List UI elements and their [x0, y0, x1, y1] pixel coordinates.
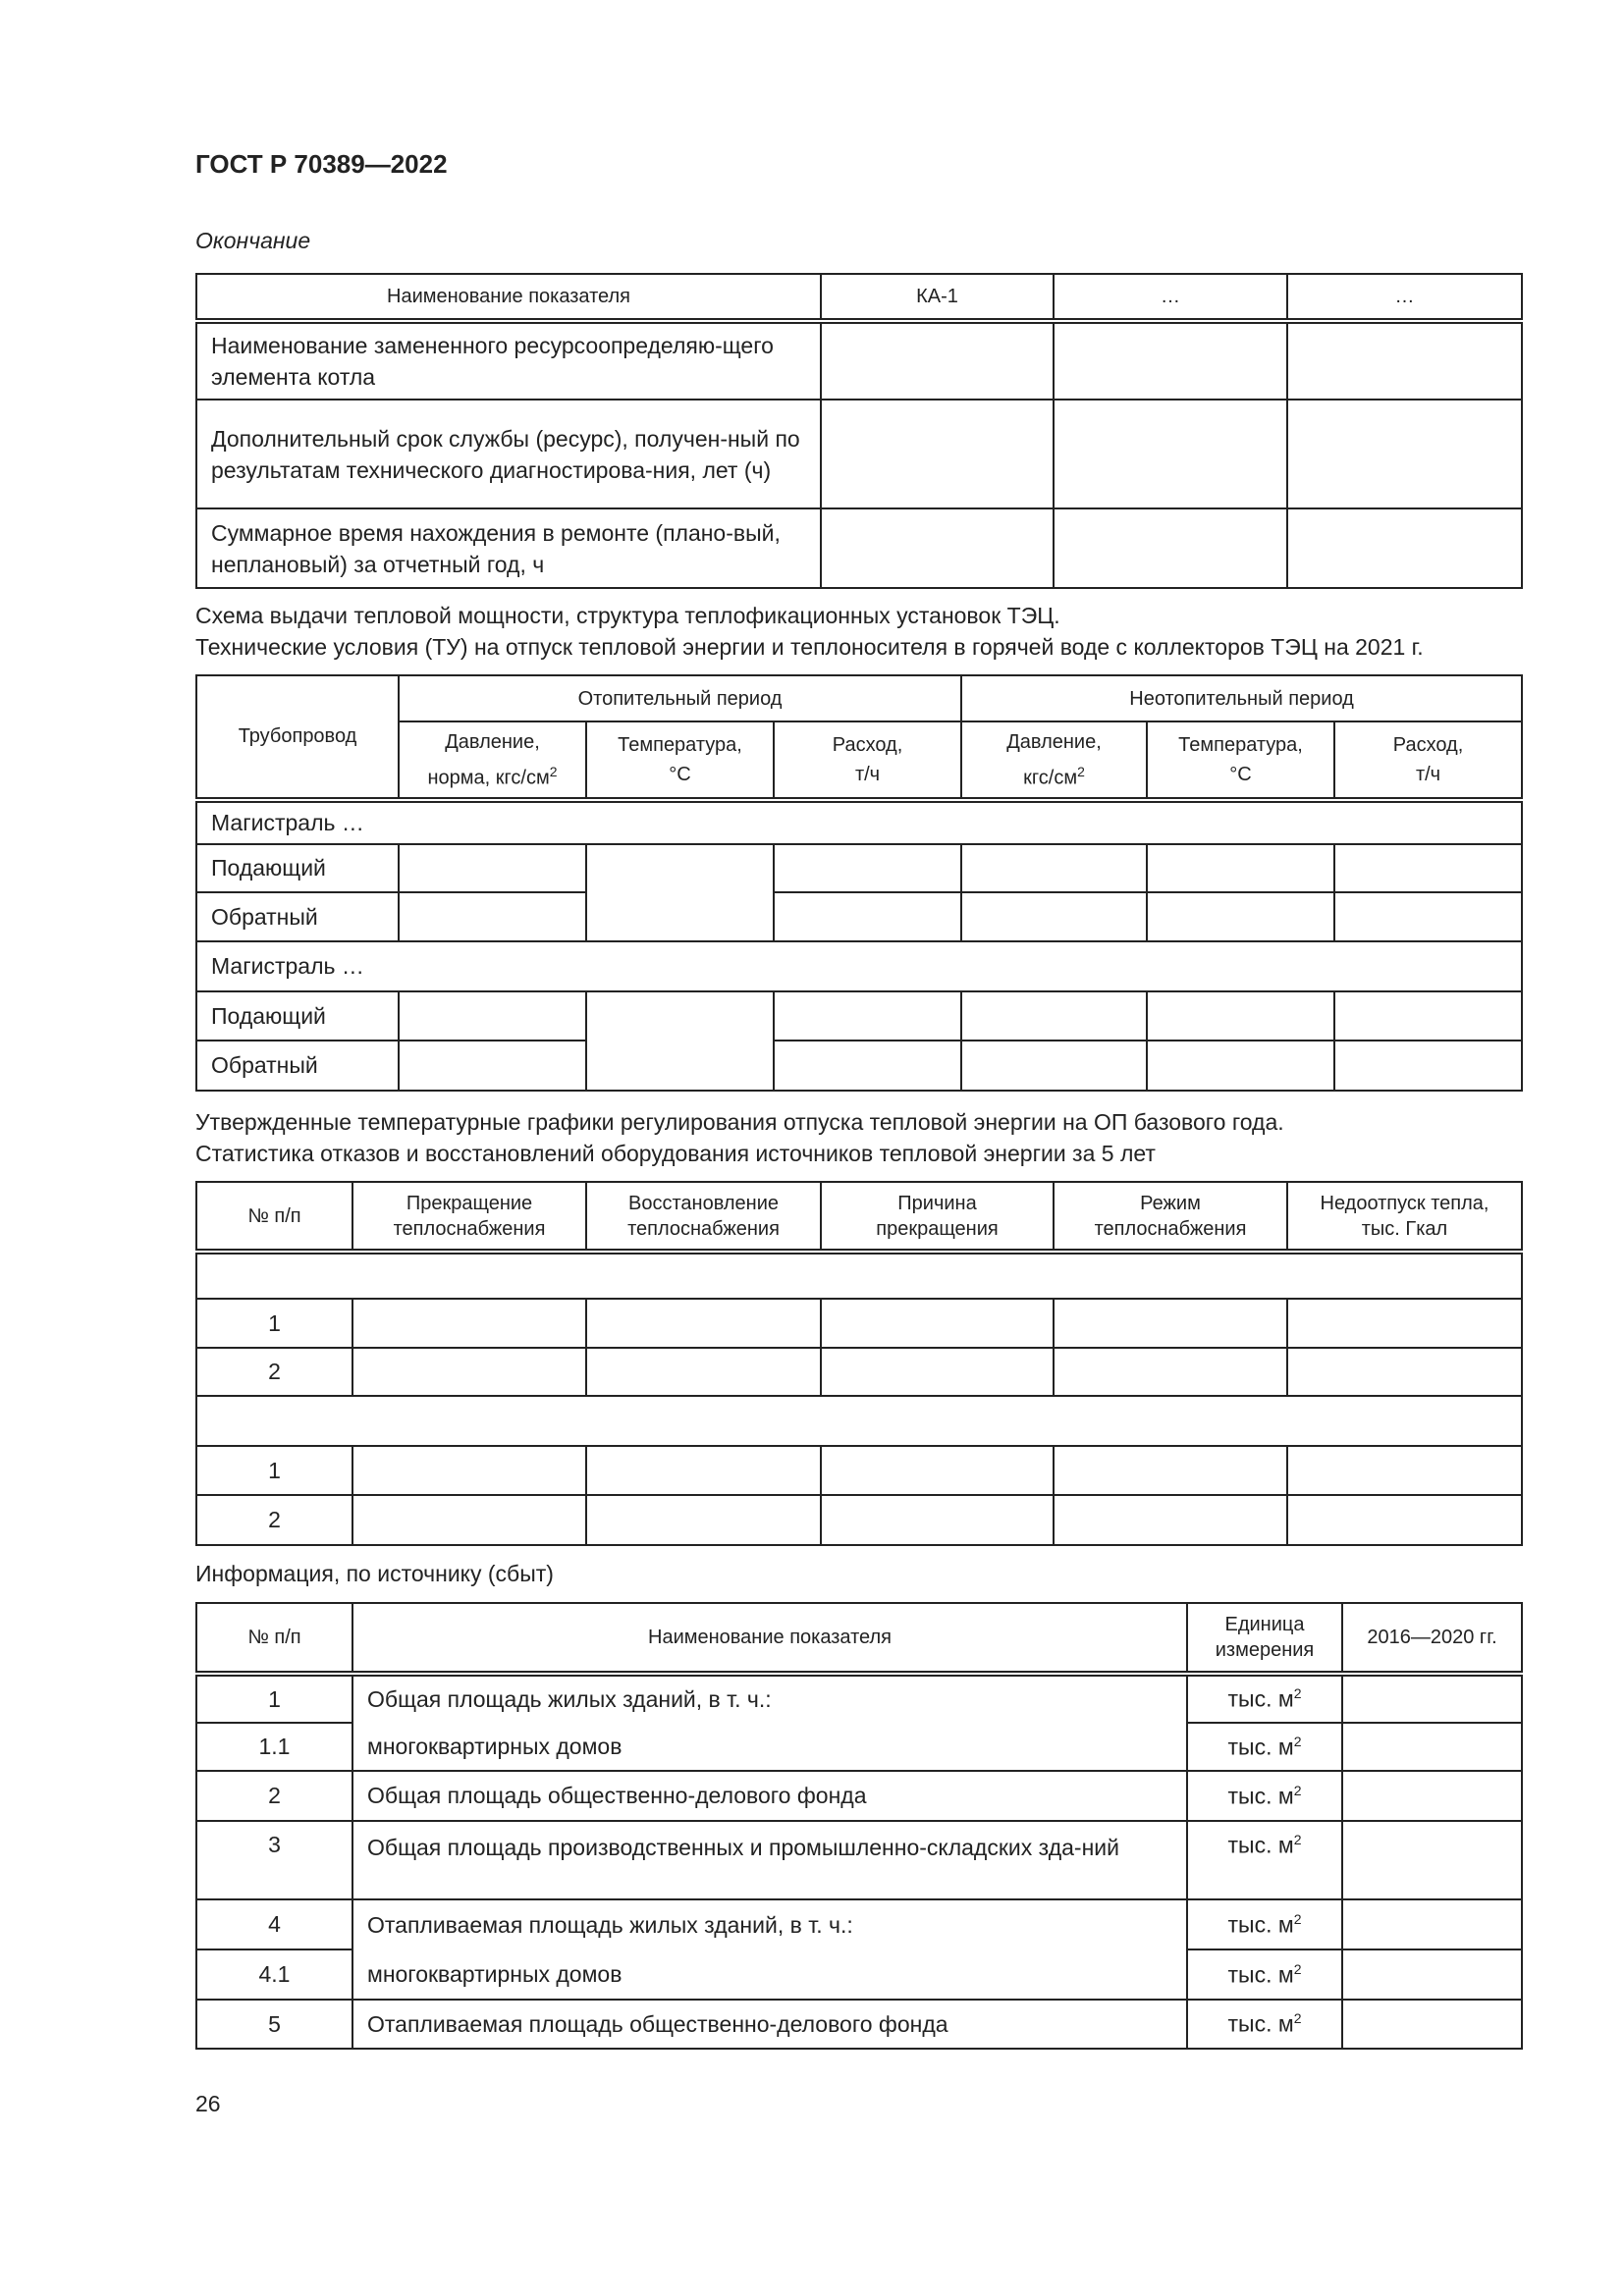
nonheating-period-header: Неотопительный период — [961, 675, 1522, 721]
indicator-name: Отапливаемая площадь общественно-делового фонда — [352, 2000, 1187, 2049]
pipe-header: Трубопровод — [196, 675, 399, 800]
row-label: Наименование замененного ресурсоопределяю-щего элемента котла — [196, 321, 821, 400]
unit — [1187, 1899, 1342, 1949]
indicator-name: Отапливаемая площадь жилых зданий, в т. ч.: — [352, 1899, 1187, 1949]
superscript: 2 — [1293, 1910, 1302, 1927]
superscript: 2 — [1293, 1733, 1302, 1749]
unit — [1187, 1674, 1342, 1723]
paragraph: Схема выдачи тепловой мощности, структура теплофикационных установок ТЭЦ. — [195, 603, 1060, 628]
row-number: 4 — [196, 1899, 352, 1949]
temperature-unit: °С — [1229, 764, 1252, 785]
unit — [1187, 1723, 1342, 1771]
unit — [1187, 1949, 1342, 2000]
col-header: Наименование показателя — [352, 1603, 1187, 1674]
supply-label: Подающий — [196, 844, 399, 892]
main-line-row: Магистраль … — [196, 941, 1522, 991]
row-number: 2 — [196, 1348, 352, 1396]
unit-text: тыс. м — [1227, 1911, 1294, 1938]
indicator-name: Общая площадь производственных и промышленно-складских зда-ний — [352, 1821, 1187, 1899]
col-header: Прекращение теплоснабжения — [352, 1182, 586, 1252]
indicator-name: Общая площадь общественно-делового фонда — [352, 1771, 1187, 1821]
superscript: 2 — [1077, 763, 1085, 779]
col-header: Режим теплоснабжения — [1054, 1182, 1287, 1252]
row-number: 1 — [196, 1446, 352, 1495]
flow-header: Расход, — [832, 734, 903, 756]
row-number: 1 — [196, 1299, 352, 1348]
row-label: Суммарное время нахождения в ремонте (плано-вый, неплановый) за отчетный год, ч — [196, 508, 821, 588]
document-id: ГОСТ Р 70389—2022 — [195, 149, 448, 179]
temperature-header: Температура, — [1178, 734, 1303, 756]
unit-text: тыс. м — [1227, 1961, 1294, 1988]
supply-label: Подающий — [196, 991, 399, 1041]
superscript: 2 — [549, 763, 558, 779]
boiler-table — [195, 273, 1523, 589]
pressure-header: Давление, — [1006, 730, 1102, 753]
col-header: Наименование показателя — [196, 274, 821, 321]
superscript: 2 — [1293, 1685, 1302, 1702]
row-number: 2 — [196, 1771, 352, 1821]
paragraph: Технические условия (ТУ) на отпуск тепловой энергии и теплоносителя в горячей воде с коллекторов ТЭЦ на 2021 г. — [195, 634, 1424, 660]
superscript: 2 — [1293, 1832, 1302, 1847]
row-number: 2 — [196, 1495, 352, 1545]
unit — [1187, 1821, 1342, 1899]
col-header: № п/п — [196, 1603, 352, 1674]
row-number: 1.1 — [196, 1723, 352, 1771]
superscript: 2 — [1293, 2010, 1302, 2027]
main-line-row: Магистраль … — [196, 800, 1522, 844]
unit — [1187, 2000, 1342, 2049]
superscript: 2 — [1293, 1960, 1302, 1977]
heating-period-header: Отопительный период — [399, 675, 961, 721]
temperature-unit: °С — [669, 764, 691, 785]
indicator-name: многоквартирных домов — [352, 1723, 1187, 1771]
col-header: Причина прекращения — [821, 1182, 1054, 1252]
unit-text: тыс. м — [1227, 1783, 1294, 1809]
row-number: 3 — [196, 1821, 352, 1899]
page-number: 26 — [195, 2091, 221, 2116]
row-label: Дополнительный срок службы (ресурс), получен-ный по результатам технического диагностирова-ния, лет (ч) — [196, 400, 821, 508]
unit-text: тыс. м — [1227, 2010, 1294, 2037]
col-header: 2016—2020 гг. — [1342, 1603, 1522, 1674]
col-header: № п/п — [196, 1182, 352, 1252]
row-number: 4.1 — [196, 1949, 352, 2000]
source-info-table — [195, 1602, 1523, 2050]
paragraph: Информация, по источнику (сбыт) — [195, 1561, 554, 1586]
col-header: Единица измерения — [1187, 1603, 1342, 1674]
col-header: … — [1054, 274, 1287, 321]
flow-header: Расход, — [1392, 734, 1464, 756]
col-header: Восстановление теплоснабжения — [586, 1182, 821, 1252]
unit-text: тыс. м — [1227, 1685, 1294, 1712]
col-header: … — [1287, 274, 1522, 321]
pressure-unit: кгс/см — [1023, 767, 1078, 789]
temperature-header: Температура, — [618, 734, 742, 756]
failures-table — [195, 1181, 1523, 1546]
indicator-name: многоквартирных домов — [352, 1949, 1187, 2000]
unit — [1187, 1771, 1342, 1821]
paragraph: Статистика отказов и восстановлений оборудования источников тепловой энергии за 5 лет — [195, 1141, 1156, 1166]
unit-text: тыс. м — [1227, 1734, 1294, 1760]
unit-text: тыс. м — [1227, 1832, 1294, 1858]
pressure-header: Давление, — [445, 730, 540, 753]
continuation-label: Окончание — [195, 228, 311, 253]
flow-unit: т/ч — [1415, 764, 1441, 785]
pressure-unit: норма, кгс/см — [427, 767, 550, 789]
return-label: Обратный — [196, 1041, 399, 1091]
row-number: 1 — [196, 1674, 352, 1723]
row-number: 5 — [196, 2000, 352, 2049]
return-label: Обратный — [196, 892, 399, 941]
indicator-name: Общая площадь жилых зданий, в т. ч.: — [352, 1674, 1187, 1723]
flow-unit: т/ч — [854, 764, 881, 785]
col-header: КА-1 — [821, 274, 1054, 321]
pipeline-table — [195, 674, 1523, 1092]
superscript: 2 — [1293, 1782, 1302, 1798]
paragraph: Утвержденные температурные графики регулирования отпуска тепловой энергии на ОП базового года. — [195, 1109, 1284, 1135]
col-header: Недоотпуск тепла, тыс. Гкал — [1287, 1182, 1522, 1252]
